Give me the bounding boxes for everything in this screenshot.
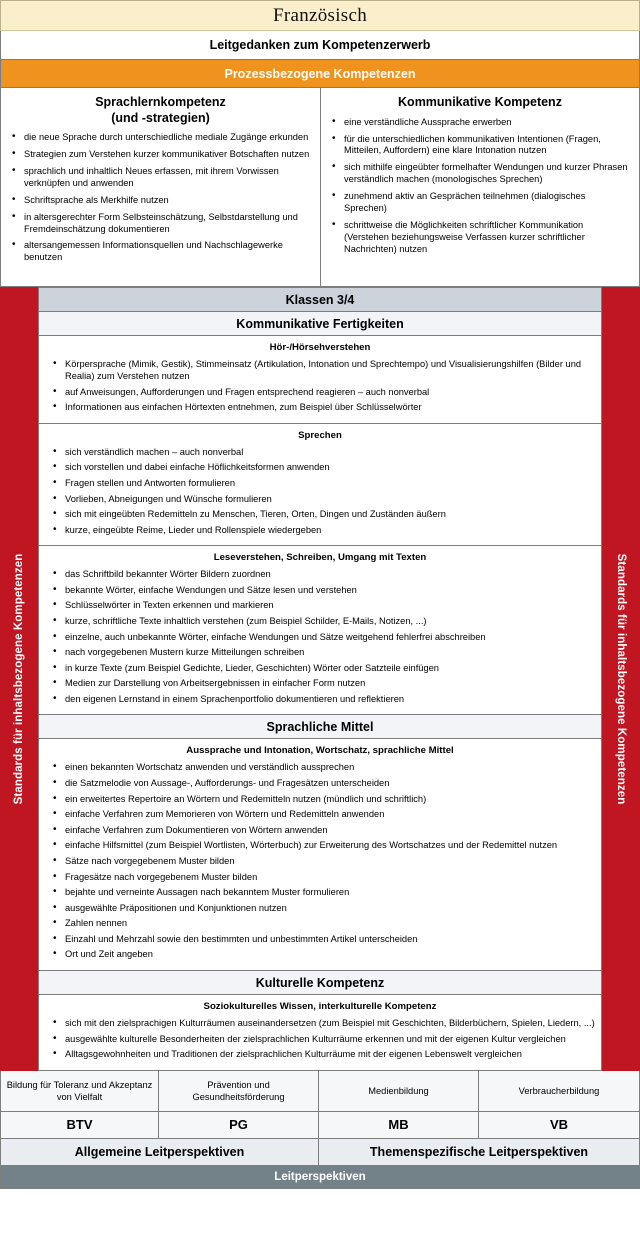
lp-name-pg: Prävention und Gesundheitsförderung [159,1071,319,1111]
list-item: • Einzahl und Mehrzahl sowie den bestimmten und unbestimmten Artikel unterscheiden [45,933,595,945]
section-band-kulturelle-kompetenz: Kulturelle Kompetenz [39,971,601,995]
standards-center-column [38,287,602,1071]
block-heading: Leseverstehen, Schreiben, Umgang mit Texten [213,552,427,564]
leitperspektiven-groups-row [1,1138,639,1165]
block-list [45,761,595,960]
leitperspektiven-footer-band: Leitperspektiven [1,1165,639,1188]
leitperspektiven-table [0,1071,640,1189]
lp-abbr-btv: BTV [1,1112,159,1138]
list-item: • kurze, schriftliche Texte inhaltlich verstehen (zum Beispiel Schilder, E-Mails, Notizen, ...) [45,615,595,627]
column-kommunikative-kompetenz [320,88,639,286]
list-item: • Strategien zum Verstehen kurzer kommunikativer Botschaften nutzen [10,149,311,161]
title-line-2: (und -strategien) [111,110,210,125]
list-item: • auf Anweisungen, Aufforderungen und Fragen entsprechend reagieren – auch nonverbal [45,386,595,398]
list-item: • ausgewählte Präpositionen und Konjunktionen nutzen [45,902,595,914]
list-item: • Vorlieben, Abneigungen und Wünsche formulieren [45,493,595,505]
list-item: • in altersgerechter Form Selbsteinschätzung, Selbstdarstellung und Fremdeinschätzung dokumentieren [10,212,311,236]
lp-abbr-mb: MB [319,1112,479,1138]
list-item: • Alltagsgewohnheiten und Traditionen der zielsprachlichen Kulturräume mit der eigenen Lebenswelt vergleichen [45,1048,595,1060]
title-line-1: Sprachlernkompetenz [95,95,226,109]
list-item: • altersangemessen Informationsquellen und Nachschlagewerke benutzen [10,240,311,264]
list-item: • sprachlich und inhaltlich Neues erfassen, mit ihrem Vorwissen verknüpfen und anwenden [10,166,311,190]
list-item: • Schlüsselwörter in Texten erkennen und markieren [45,599,595,611]
list-item: • das Schriftbild bekannter Wörter Bildern zuordnen [45,568,595,580]
block-heading: Soziokulturelles Wissen, interkulturelle Kompetenz [203,1001,437,1012]
block-leseverstehen-schreiben [39,546,601,715]
list-item: • Körpersprache (Mimik, Gestik), Stimmeinsatz (Artikulation, Intonation und Sprechtempo) und Visualisierungshilfen (Bilder und Realia) zum Verstehen nutzen [45,358,595,382]
list-item: • eine verständliche Aussprache erwerben [330,117,630,129]
right-rail-label: Standards für inhaltsbezogene Kompetenzen [615,553,627,805]
list-item: • einfache Verfahren zum Memorieren von Wörtern und Redemitteln anwenden [45,808,595,820]
column-title-sprachlernkompetenz [10,95,311,126]
block-heading: Hör-/Hörsehverstehen [269,342,371,353]
block-sprechen [39,424,601,546]
right-red-rail [602,287,640,1071]
list-item: • bekannte Wörter, einfache Wendungen und Sätze lesen und verstehen [45,584,595,596]
block-list [45,446,595,536]
list-item: • ein erweitertes Repertoire an Wörtern und Redemitteln nutzen (mündlich und schriftlich) [45,793,595,805]
list-item: • nach vorgegebenen Mustern kurze Mitteilungen schreiben [45,646,595,658]
block-list [45,1017,595,1060]
list-item: • in kurze Texte (zum Beispiel Gedichte, Lieder, Geschichten) Wörter oder Satzteile einfügen [45,662,595,674]
block-list [45,568,595,705]
list-item: • zunehmend aktiv an Gesprächen teilnehmen (dialogisches Sprechen) [330,191,630,215]
block-heading: Aussprache und Intonation, Wortschatz, sprachliche Mittel [186,745,454,757]
list-item: • für die unterschiedlichen kommunikativen Intentionen (Fragen, Mitteilen, Auffordern) eine klare Intonation nutzen [330,134,630,158]
section-band-kommunikative-fertigkeiten: Kommunikative Fertigkeiten [39,312,601,336]
lp-name-mb: Medienbildung [319,1071,479,1111]
lp-abbr-pg: PG [159,1112,319,1138]
list-item: • Sätze nach vorgegebenem Muster bilden [45,855,595,867]
list-item: • Zahlen nennen [45,917,595,929]
lp-name-vb: Verbraucherbildung [518,1085,600,1096]
prozessbezogene-columns [0,88,640,287]
block-heading: Sprechen [298,429,342,441]
block-hoer-hoersehverstehen [39,336,601,424]
block-aussprache-intonation-wortschatz [39,739,601,971]
left-red-rail [0,287,38,1071]
leitperspektiven-abbr-row [1,1111,639,1138]
column-title-kommunikative-kompetenz: Kommunikative Kompetenz [398,95,562,109]
leitperspektiven-names-row [1,1071,639,1111]
section-band-sprachliche-mittel: Sprachliche Mittel [39,715,601,739]
klassen-band: Klassen 3/4 [39,287,601,312]
lp-abbr-vb: VB [549,1117,569,1133]
list-item: • Medien zur Darstellung von Arbeitsergebnissen in einfacher Form nutzen [45,677,595,689]
list-item: • sich vorstellen und dabei einfache Höflichkeitsformen anwenden [45,461,595,473]
lp-group-themenspezifische: Themenspezifische Leitperspektiven [369,1144,589,1159]
list-item: • den eigenen Lernstand in einem Sprachenportfolio dokumentieren und reflektieren [45,693,595,705]
leitgedanken-band: Leitgedanken zum Kompetenzerwerb [0,31,640,60]
column-sprachlernkompetenz [1,88,320,286]
lp-name-btv: Bildung für Toleranz und Akzeptanz von Vielfalt [1,1071,159,1111]
list-item: • bejahte und verneinte Aussagen nach bekanntem Muster formulieren [45,886,595,898]
list-item: • die Satzmelodie von Aussage-, Aufforderungs- und Fragesätzen unterscheiden [45,777,595,789]
list-item: • einzelne, auch unbekannte Wörter, einfache Wendungen und Sätze weitgehend fehlerfrei abschreiben [45,631,595,643]
subject-title: Französisch [0,0,640,31]
list-item: • kurze, eingeübte Reime, Lieder und Rollenspiele wiedergeben [45,524,595,536]
block-list [45,358,595,413]
standards-section [0,287,640,1071]
sprachlernkompetenz-list [10,132,311,264]
list-item: • sich verständlich machen – auch nonverbal [45,446,595,458]
prozessbezogene-kompetenzen-band: Prozessbezogene Kompetenzen [0,60,640,88]
list-item: • Fragen stellen und Antworten formulieren [45,477,595,489]
lp-group-allgemeine: Allgemeine Leitperspektiven [1,1139,319,1165]
list-item: • Fragesätze nach vorgegebenem Muster bilden [45,871,595,883]
block-soziokulturelles-wissen [39,995,601,1071]
list-item: • Informationen aus einfachen Hörtexten entnehmen, zum Beispiel über Schlüsselwörter [45,401,595,413]
list-item: • sich mit eingeübten Redemitteln zu Menschen, Tieren, Orten, Dingen und Zuständen äußern [45,508,595,520]
list-item: • einfache Verfahren zum Dokumentieren von Wörtern anwenden [45,824,595,836]
list-item: • schrittweise die Möglichkeiten schriftlicher Kommunikation (Verstehen beziehungsweise Verfassen kurzer schriftlicher Nachrichten) nutzen [330,220,630,256]
list-item: • die neue Sprache durch unterschiedliche mediale Zugänge erkunden [10,132,311,144]
list-item: • sich mit den zielsprachigen Kulturräumen auseinandersetzen (zum Beispiel mit Geschichten, Bilderbüchern, Spielen, Liedern, ...) [45,1017,595,1029]
list-item: • ausgewählte kulturelle Besonderheiten der zielsprachlichen Kulturräume erkennen und mit der eigenen Kultur vergleichen [45,1033,595,1045]
list-item: • einen bekannten Wortschatz anwenden und verständlich aussprechen [45,761,595,773]
left-rail-label: Standards für inhaltsbezogene Kompetenzen [13,553,25,805]
list-item: • sich mithilfe eingeübter formelhafter Wendungen und kurzer Phrasen verständlich machen (monologisches Sprechen) [330,162,630,186]
list-item: • einfache Hilfsmittel (zum Beispiel Wortlisten, Wörterbuch) zur Erweiterung des Wortschatzes und der Redemittel nutzen [45,839,595,851]
list-item: • Ort und Zeit angeben [45,948,595,960]
kommunikative-kompetenz-list [330,117,630,256]
list-item: • Schriftsprache als Merkhilfe nutzen [10,195,311,207]
